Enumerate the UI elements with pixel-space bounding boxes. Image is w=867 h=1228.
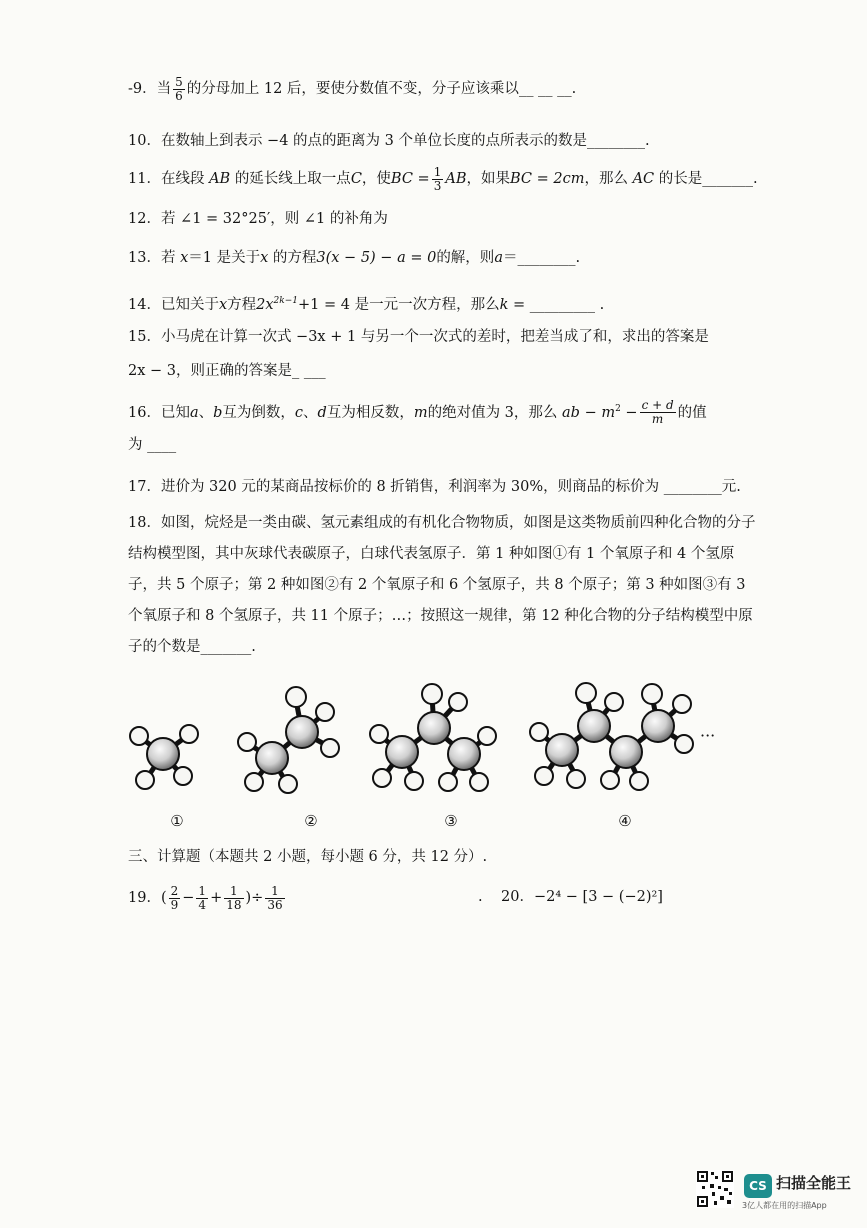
camscanner-tagline: 3亿人都在用的扫描App <box>742 1201 827 1210</box>
question-18: 18．如图，烷烃是一类由碳、氢元素组成的有机化合物物质，如图是这类物质前四种化合物的分子结构模型图，其中灰球代表碳原子，白球代表氢原子．第 1 种如图①有 1 个氧原子和 4 个氢原子，共 5 个原子；第 2 种如图②有 2 个氧原子和 6 个氢原子，共 8 个原子；第 3 种如图③有 3 个氧原子和 8 个氢原子，共 11 个原子；…；按照这一规律，第 12 种化合物的分子结构模型中原子的个数是_______. <box>128 515 756 655</box>
figure-label-2: ② <box>304 812 318 830</box>
q9-fraction: $\frac{5}{6}$ <box>175 74 183 103</box>
question-9: -9．当 $\frac{5}{6}$ 的分母加上 12 后，要使分数值不变，分子应该乘以__ __ __. <box>128 74 577 103</box>
carbon-atom <box>642 710 674 742</box>
question-14: 14．已知关于x方程$2x^{2k-1}+1 = 4$ 是一元一次方程，那么k = _________ . <box>128 296 605 313</box>
hydrogen-atom <box>373 769 391 787</box>
hydrogen-atom <box>136 771 154 789</box>
hydrogen-atom <box>316 703 334 721</box>
question-10: 10．在数轴上到表示 −4 的点的距离为 3 个单位长度的点所表示的数是________. <box>128 133 650 149</box>
hydrogen-atom <box>321 739 339 757</box>
carbon-atom <box>386 736 418 768</box>
hydrogen-atom <box>245 773 263 791</box>
hydrogen-atom <box>605 693 623 711</box>
question-19: 19．( $\frac{2}{9}$ − $\frac{1}{4}$ + $\frac{1}{18}$ )÷ $\frac{1}{36}$ <box>128 883 283 912</box>
molecule-3-figure <box>368 682 498 794</box>
question-11: 11．在线段 AB 的延长线上取一点C，使BC = $\frac{1}{3}$ AB，如果BC = 2cm，那么 AC 的长是_______. <box>128 164 758 193</box>
figure-label-3: ③ <box>444 812 458 830</box>
q9-number: -9 <box>128 81 143 97</box>
figure-label-4: ④ <box>618 812 632 830</box>
hydrogen-atom <box>174 767 192 785</box>
hydrogen-atom <box>286 687 306 707</box>
question-20: . 20．−2⁴ − [3 − (−2)²] <box>478 889 663 905</box>
molecule-1-figure <box>125 712 205 796</box>
carbon-atom <box>448 738 480 770</box>
qr-code-icon <box>696 1170 734 1208</box>
carbon-atom <box>147 738 179 770</box>
hydrogen-atom <box>470 773 488 791</box>
q13-equation: 3(x − 5) − a = 0 <box>316 250 437 266</box>
question-16: 16．已知a、b互为倒数，c、d互为相反数，m的绝对值为 3，那么 ab − $m^2$ − $\frac{c + d}{m}$ 的值 为 ____ <box>128 398 707 453</box>
hydrogen-atom <box>439 773 457 791</box>
hydrogen-atom <box>370 725 388 743</box>
hydrogen-atom <box>576 683 596 703</box>
hydrogen-atom <box>238 733 256 751</box>
carbon-atom <box>578 710 610 742</box>
question-17: 17．进价为 320 元的某商品按标价的 8 折销售，利润率为 30%，则商品的标价为 ________元. <box>128 479 741 495</box>
hydrogen-atom <box>405 772 423 790</box>
section-3-heading: 三、计算题（本题共 2 小题，每小题 6 分，共 12 分）. <box>128 849 488 865</box>
hydrogen-atom <box>630 772 648 790</box>
hydrogen-atom <box>180 725 198 743</box>
hydrogen-atom <box>601 771 619 789</box>
question-15: 15．小马虎在计算一次式 −3x + 1 与另一个一次式的差时，把差当成了和，求出的答案是 2x − 3，则正确的答案是_ ___ <box>128 329 709 379</box>
hydrogen-atom <box>279 775 297 793</box>
question-13: 13．若 x＝1 是关于x 的方程3(x − 5) − a = 0的解，则a＝________. <box>128 250 581 266</box>
q20-expression: −2⁴ − [3 − (−2)²] <box>534 889 663 905</box>
hydrogen-atom <box>675 735 693 753</box>
q11-fraction: $\frac{1}{3}$ <box>433 164 442 193</box>
hydrogen-atom <box>130 727 148 745</box>
molecule-4-figure <box>528 682 698 794</box>
q16-fraction: $\frac{c + d}{m}$ <box>641 398 674 427</box>
hydrogen-atom <box>535 767 553 785</box>
hydrogen-atom <box>567 770 585 788</box>
hydrogen-atom <box>478 727 496 745</box>
carbon-atom <box>610 736 642 768</box>
camscanner-app-name: 扫描全能王 <box>776 1174 852 1192</box>
figure-ellipsis: ··· <box>700 726 716 745</box>
figure-label-1: ① <box>170 812 184 830</box>
camscanner-logo-icon: CS <box>744 1174 772 1198</box>
molecule-2-figure <box>236 684 346 794</box>
carbon-atom <box>286 716 318 748</box>
hydrogen-atom <box>673 695 691 713</box>
carbon-atom <box>256 742 288 774</box>
hydrogen-atom <box>449 693 467 711</box>
hydrogen-atom <box>642 684 662 704</box>
q9-answer-blank: __ __ __ <box>518 81 572 97</box>
carbon-atom <box>546 734 578 766</box>
hydrogen-atom <box>530 723 548 741</box>
hydrogen-atom <box>422 684 442 704</box>
question-12: 12．若 ∠1 = 32°25′，则 ∠1 的补角为 <box>128 211 388 227</box>
carbon-atom <box>418 712 450 744</box>
